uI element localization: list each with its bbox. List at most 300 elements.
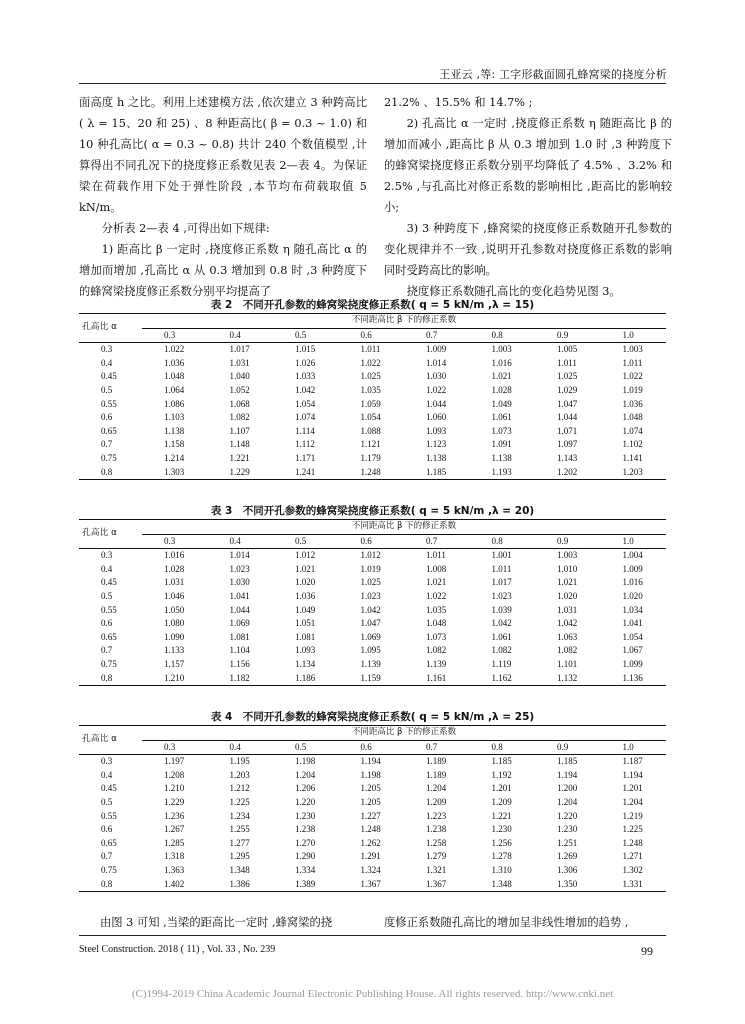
- table-cell: 1.193: [470, 466, 536, 480]
- table-cell: 1.095: [360, 645, 381, 656]
- table-cell: 1.350: [535, 878, 601, 892]
- table-cell: 1.212: [229, 783, 250, 794]
- paragraph: 2) 孔高比 α 一定时 ,挠度修正系数 η 随距高比 β 的增加而减小 ,距高比 β 从 0.3 增加到 1.0 时 ,3 种跨度下的蜂窝梁挠度修正系数分别平均降低了 4.5% 、3.2% 和 2.5% ,与孔高比对修正系数的影响相比 ,距高比的影响较小;: [384, 117, 672, 214]
- table-cell: 1.042: [491, 618, 512, 629]
- row-label: 0.8: [79, 878, 142, 892]
- table-cell: 1.221: [491, 810, 512, 821]
- table-cell: 1.081: [295, 631, 316, 642]
- table-cell: 1.005: [557, 344, 578, 355]
- table-cell: 1.088: [360, 425, 381, 436]
- table-cell: 1.221: [229, 452, 250, 463]
- table-cell: 1.035: [426, 604, 447, 615]
- table-cell: 1.241: [273, 466, 339, 480]
- table-cell: 1.050: [164, 604, 185, 615]
- table-cell: 1.036: [295, 590, 316, 601]
- table-row: [79, 549, 666, 563]
- table-cell: 1.008: [426, 563, 447, 574]
- table-cell: 1.019: [622, 384, 643, 395]
- row-label: 0.6: [101, 824, 113, 835]
- table-cell: 1.107: [229, 425, 250, 436]
- table-cell: 1.230: [295, 810, 316, 821]
- table-cell: 1.047: [360, 618, 381, 629]
- table-cell: 1.367: [404, 878, 470, 892]
- column-header: 0.7: [404, 740, 470, 755]
- table-cell: 1.210: [164, 783, 185, 794]
- table-cell: 1.185: [557, 756, 578, 767]
- table-cell: 1.363: [164, 864, 185, 875]
- table-row: [79, 864, 666, 878]
- table-cell: 1.021: [426, 577, 447, 588]
- table-cell: 1.112: [295, 439, 315, 450]
- table-cell: 1.138: [491, 452, 512, 463]
- column-header: 0.8: [470, 328, 536, 343]
- row-label: 0.8: [79, 466, 142, 480]
- table-cell: 1.011: [360, 344, 381, 355]
- table-cell: 1.031: [229, 357, 250, 368]
- table-cell: 1.269: [557, 851, 578, 862]
- table-cell: 1.204: [557, 796, 578, 807]
- table-cell: 1.029: [557, 384, 578, 395]
- table-cell: 1.028: [491, 384, 512, 395]
- table-cell: 1.010: [557, 563, 578, 574]
- column-header: 0.5: [273, 534, 339, 549]
- table-cell: 1.255: [229, 824, 250, 835]
- table-cell: 1.139: [360, 658, 381, 669]
- table-cell: 1.025: [360, 371, 381, 382]
- group-header: 不同距高比 β 下的修正系数: [142, 726, 666, 741]
- table-cell: 1.162: [470, 672, 536, 686]
- table-cell: 1.138: [426, 452, 447, 463]
- table-cell: 1.022: [426, 590, 447, 601]
- table-cell: 1.141: [622, 452, 643, 463]
- row-label: 0.6: [101, 618, 113, 629]
- table-cell: 1.025: [360, 577, 381, 588]
- table-cell: 1.156: [229, 658, 250, 669]
- row-label: 0.5: [101, 796, 113, 807]
- table-cell: 1.082: [557, 645, 578, 656]
- table-cell: 1.182: [208, 672, 274, 686]
- table-cell: 1.074: [622, 425, 643, 436]
- table-cell: 1.248: [339, 466, 405, 480]
- table-cell: 1.042: [295, 384, 316, 395]
- table-cell: 1.093: [426, 425, 447, 436]
- table-cell: 1.030: [426, 371, 447, 382]
- row-label: 0.3: [101, 756, 113, 767]
- table-cell: 1.310: [491, 864, 512, 875]
- column-header: 0.6: [339, 740, 405, 755]
- table-cell: 1.204: [426, 783, 447, 794]
- table-cell: 1.069: [360, 631, 381, 642]
- table-row: [79, 796, 666, 810]
- table-cell: 1.015: [295, 344, 316, 355]
- table-cell: 1.030: [229, 577, 250, 588]
- column-header: 0.3: [142, 740, 208, 755]
- table-cell: 1.208: [164, 769, 185, 780]
- table-cell: 1.016: [164, 550, 185, 561]
- table-cell: 1.081: [229, 631, 250, 642]
- table-cell: 1.040: [229, 371, 250, 382]
- table-cell: 1.011: [491, 563, 512, 574]
- column-header: 1.0: [601, 534, 667, 549]
- table-cell: 1.225: [622, 824, 643, 835]
- table-row: [79, 755, 666, 769]
- table-cell: 1.022: [622, 371, 643, 382]
- table-cell: 1.068: [229, 398, 250, 409]
- table-cell: 1.202: [535, 466, 601, 480]
- table-cell: 1.189: [426, 769, 447, 780]
- table-cell: 1.161: [404, 672, 470, 686]
- table-cell: 1.238: [295, 824, 316, 835]
- table-cell: 1.036: [622, 398, 643, 409]
- table-cell: 1.082: [426, 645, 447, 656]
- row-label: 0.55: [101, 398, 117, 409]
- table-cell: 1.251: [557, 837, 578, 848]
- column-header: 0.5: [273, 740, 339, 755]
- table-cell: 1.186: [273, 672, 339, 686]
- table-cell: 1.348: [470, 878, 536, 892]
- column-header: 0.6: [339, 328, 405, 343]
- table-row: [79, 452, 666, 466]
- table-row: [79, 782, 666, 796]
- right-column: [384, 92, 672, 302]
- table-cell: 1.014: [229, 550, 250, 561]
- table-cell: 1.017: [229, 344, 250, 355]
- table-cell: 1.194: [622, 769, 643, 780]
- table-cell: 1.236: [164, 810, 185, 821]
- table-cell: 1.014: [426, 357, 447, 368]
- table-cell: 1.103: [164, 412, 185, 423]
- table-cell: 1.230: [557, 824, 578, 835]
- table-cell: 1.020: [295, 577, 316, 588]
- table-cell: 1.023: [360, 590, 381, 601]
- table-row: [79, 343, 666, 357]
- table-cell: 1.052: [229, 384, 250, 395]
- row-label: 0.5: [101, 384, 113, 395]
- table-2: [79, 313, 666, 480]
- table-cell: 1.051: [295, 618, 316, 629]
- table-cell: 1.091: [491, 439, 512, 450]
- table-cell: 1.318: [164, 851, 185, 862]
- column-header: 0.4: [208, 740, 274, 755]
- table-row: [79, 644, 666, 658]
- table-cell: 1.028: [164, 563, 185, 574]
- table-cell: 1.003: [557, 550, 578, 561]
- left-column: [79, 92, 367, 302]
- table-cell: 1.234: [229, 810, 250, 821]
- table-cell: 1.017: [491, 577, 512, 588]
- table-cell: 1.001: [491, 550, 512, 561]
- table-cell: 1.080: [164, 618, 185, 629]
- footer-rule: [79, 935, 666, 936]
- table-cell: 1.209: [491, 796, 512, 807]
- table-cell: 1.009: [622, 563, 643, 574]
- row-label: 0.65: [101, 631, 117, 642]
- table-4-title: 表 4 不同开孔参数的蜂窝梁挠度修正系数( q = 5 kN/m ,λ = 25): [210, 711, 535, 723]
- table-cell: 1.009: [426, 344, 447, 355]
- table-cell: 1.220: [557, 810, 578, 821]
- column-header: 0.3: [142, 534, 208, 549]
- table-cell: 1.225: [229, 796, 250, 807]
- table-cell: 1.003: [491, 344, 512, 355]
- table-cell: 1.019: [360, 563, 381, 574]
- table-row: [79, 438, 666, 452]
- row-label: 0.65: [101, 837, 117, 848]
- row-label: 0.75: [101, 864, 117, 875]
- table-2-title: 表 2 不同开孔参数的蜂窝梁挠度修正系数( q = 5 kN/m ,λ = 15): [210, 299, 535, 311]
- table-cell: 1.389: [273, 878, 339, 892]
- table-cell: 1.035: [360, 384, 381, 395]
- table-cell: 1.302: [622, 864, 643, 875]
- row-label: 0.3: [101, 550, 113, 561]
- table-cell: 1.321: [426, 864, 447, 875]
- table-cell: 1.159: [339, 672, 405, 686]
- journal-citation: Steel Construction. 2018 ( 11) , Vol. 33 , No. 239: [79, 944, 276, 955]
- table-cell: 1.044: [426, 398, 447, 409]
- table-cell: 1.011: [622, 357, 643, 368]
- table-cell: 1.267: [164, 824, 185, 835]
- table-cell: 1.402: [142, 878, 208, 892]
- row-label: 0.75: [101, 452, 117, 463]
- table-cell: 1.044: [229, 604, 250, 615]
- row-label: 0.3: [101, 344, 113, 355]
- table-cell: 1.179: [360, 452, 381, 463]
- group-header: 不同距高比 β 下的修正系数: [142, 520, 666, 535]
- paragraph: 分析表 2—表 4 ,可得出如下规律:: [101, 222, 270, 235]
- table-cell: 1.054: [360, 412, 381, 423]
- table-cell: 1.192: [491, 769, 512, 780]
- table-cell: 1.194: [360, 756, 381, 767]
- table-row: [79, 617, 666, 631]
- table-cell: 1.238: [426, 824, 447, 835]
- table-cell: 1.138: [164, 425, 185, 436]
- table-cell: 1.334: [295, 864, 316, 875]
- table-cell: 1.025: [557, 371, 578, 382]
- table-row: [79, 878, 666, 892]
- table-cell: 1.023: [229, 563, 250, 574]
- table-cell: 1.185: [404, 466, 470, 480]
- column-header: 0.9: [535, 328, 601, 343]
- table-cell: 1.148: [229, 439, 250, 450]
- table-cell: 1.195: [229, 756, 250, 767]
- header-rule: [79, 83, 666, 84]
- copyright-notice: (C)1994-2019 China Academic Journal Electronic Publishing House. All rights reserved. http://www.cnki.net: [131, 988, 614, 1000]
- table-cell: 1.258: [426, 837, 447, 848]
- table-cell: 1.011: [557, 357, 577, 368]
- table-cell: 1.134: [295, 658, 316, 669]
- table-cell: 1.049: [295, 604, 316, 615]
- column-header: 0.6: [339, 534, 405, 549]
- table-cell: 1.021: [295, 563, 316, 574]
- table-cell: 1.262: [360, 837, 381, 848]
- table-cell: 1.386: [208, 878, 274, 892]
- row-label: 0.75: [101, 658, 117, 669]
- row-header: 孔高比 α: [79, 314, 142, 343]
- table-cell: 1.069: [229, 618, 250, 629]
- table-cell: 1.197: [164, 756, 185, 767]
- table-cell: 1.016: [491, 357, 512, 368]
- table-cell: 1.048: [622, 412, 643, 423]
- row-label: 0.7: [101, 645, 113, 656]
- table-cell: 1.012: [360, 550, 381, 561]
- row-label: 0.4: [101, 563, 113, 574]
- table-cell: 1.194: [557, 769, 578, 780]
- row-label: 0.55: [101, 810, 117, 821]
- table-cell: 1.227: [360, 810, 381, 821]
- column-header: 0.8: [470, 534, 536, 549]
- paragraph: 21.2% 、15.5% 和 14.7% ;: [384, 96, 533, 109]
- table-cell: 1.291: [360, 851, 381, 862]
- row-label: 0.45: [101, 577, 117, 588]
- table-cell: 1.060: [426, 412, 447, 423]
- table-cell: 1.054: [295, 398, 316, 409]
- table-cell: 1.204: [295, 769, 316, 780]
- table-cell: 1.229: [208, 466, 274, 480]
- column-header: 1.0: [601, 328, 667, 343]
- table-cell: 1.277: [229, 837, 250, 848]
- table-cell: 1.016: [622, 577, 643, 588]
- table-row: [79, 672, 666, 686]
- table-cell: 1.067: [622, 645, 643, 656]
- row-label: 0.45: [101, 371, 117, 382]
- row-label: 0.6: [101, 412, 113, 423]
- column-header: 0.4: [208, 534, 274, 549]
- table-cell: 1.034: [622, 604, 643, 615]
- table-cell: 1.004: [622, 550, 643, 561]
- column-header: 0.7: [404, 328, 470, 343]
- table-row: [79, 398, 666, 412]
- table-cell: 1.331: [601, 878, 667, 892]
- table-row: [79, 576, 666, 590]
- table-cell: 1.270: [295, 837, 316, 848]
- table-cell: 1.123: [426, 439, 447, 450]
- table-row: [79, 850, 666, 864]
- table-cell: 1.220: [295, 796, 316, 807]
- row-label: 0.45: [101, 783, 117, 794]
- table-cell: 1.026: [295, 357, 316, 368]
- table-cell: 1.048: [426, 618, 447, 629]
- paragraph: 3) 3 种跨度下 ,蜂窝梁的挠度修正系数随开孔参数的变化规律并不一致 ,说明开孔参数对挠度修正系数的影响同时受跨高比的影响。: [384, 222, 672, 277]
- table-cell: 1.200: [557, 783, 578, 794]
- table-row: [79, 425, 666, 439]
- table-row: [79, 658, 666, 672]
- table-cell: 1.248: [622, 837, 643, 848]
- table-row: [79, 384, 666, 398]
- table-cell: 1.063: [557, 631, 578, 642]
- column-header: 0.4: [208, 328, 274, 343]
- table-cell: 1.003: [622, 344, 643, 355]
- paragraph: 挠度修正系数随孔高比的变化趋势见图 3。: [406, 285, 621, 298]
- table-cell: 1.101: [557, 658, 578, 669]
- table-cell: 1.041: [622, 618, 643, 629]
- table-cell: 1.285: [164, 837, 185, 848]
- table-cell: 1.290: [295, 851, 316, 862]
- table-cell: 1.064: [164, 384, 185, 395]
- table-cell: 1.203: [601, 466, 667, 480]
- table-cell: 1.021: [557, 577, 578, 588]
- table-4: [79, 725, 666, 892]
- table-cell: 1.049: [491, 398, 512, 409]
- row-label: 0.7: [101, 439, 113, 450]
- row-label: 0.4: [101, 769, 113, 780]
- table-cell: 1.020: [622, 590, 643, 601]
- table-3: [79, 519, 666, 686]
- table-cell: 1.073: [491, 425, 512, 436]
- table-cell: 1.102: [622, 439, 643, 450]
- table-cell: 1.059: [360, 398, 381, 409]
- paragraph: 1) 距高比 β 一定时 ,挠度修正系数 η 随孔高比 α 的增加而增加 ,孔高比 α 从 0.3 增加到 0.8 时 ,3 种跨度下的蜂窝梁挠度修正系数分别平均提高了: [79, 243, 367, 298]
- table-cell: 1.189: [426, 756, 447, 767]
- table-cell: 1.198: [295, 756, 316, 767]
- row-header: 孔高比 α: [79, 726, 142, 755]
- table-cell: 1.073: [426, 631, 447, 642]
- paragraph: 面高度 h 之比。利用上述建模方法 ,依次建立 3 种跨高比( λ = 15、20 和 25) 、8 种距高比( β = 0.3 ~ 1.0) 和 10 种孔高比( α = 0.3 ~ 0.8) 共计 240 个数值模型 ,计算得出不同孔况下的挠度修正系数见表 2—表 4。为保证梁在荷载作用下处于弹性阶段 ,本节均布荷载取值 5 kN/m。: [79, 96, 367, 214]
- table-cell: 1.187: [622, 756, 643, 767]
- table-cell: 1.048: [164, 371, 185, 382]
- table-cell: 1.021: [491, 371, 512, 382]
- column-header: 0.8: [470, 740, 536, 755]
- row-label: 0.4: [101, 357, 113, 368]
- table-row: [79, 563, 666, 577]
- table-cell: 1.256: [491, 837, 512, 848]
- table-cell: 1.061: [491, 631, 512, 642]
- running-header: 王亚云 ,等: 工字形截面圆孔蜂窝梁的挠度分析: [439, 68, 667, 81]
- table-cell: 1.022: [164, 344, 185, 355]
- table-cell: 1.223: [426, 810, 447, 821]
- table-cell: 1.303: [142, 466, 208, 480]
- table-cell: 1.209: [426, 796, 447, 807]
- row-header: 孔高比 α: [79, 520, 142, 549]
- table-row: [79, 810, 666, 824]
- table-cell: 1.074: [295, 412, 316, 423]
- table-cell: 1.071: [557, 425, 578, 436]
- table-cell: 1.119: [491, 658, 512, 669]
- table-cell: 1.171: [295, 452, 316, 463]
- row-label: 0.55: [101, 604, 117, 615]
- table-cell: 1.023: [491, 590, 512, 601]
- table-cell: 1.367: [339, 878, 405, 892]
- table-cell: 1.278: [491, 851, 512, 862]
- table-cell: 1.279: [426, 851, 447, 862]
- table-cell: 1.061: [491, 412, 512, 423]
- table-cell: 1.324: [360, 864, 381, 875]
- table-cell: 1.082: [229, 412, 250, 423]
- bottom-right-text: 度修正系数随孔高比的增加呈非线性增加的趋势 ,: [384, 916, 629, 929]
- table-cell: 1.348: [229, 864, 250, 875]
- table-cell: 1.133: [164, 645, 185, 656]
- column-header: 0.3: [142, 328, 208, 343]
- table-cell: 1.201: [491, 783, 512, 794]
- table-row: [79, 769, 666, 783]
- table-cell: 1.205: [360, 796, 381, 807]
- table-cell: 1.206: [295, 783, 316, 794]
- table-cell: 1.090: [164, 631, 185, 642]
- table-cell: 1.157: [164, 658, 185, 669]
- table-row: [79, 590, 666, 604]
- table-cell: 1.093: [295, 645, 316, 656]
- table-row: [79, 357, 666, 371]
- table-cell: 1.185: [491, 756, 512, 767]
- table-cell: 1.042: [360, 604, 381, 615]
- table-cell: 1.041: [229, 590, 250, 601]
- table-cell: 1.139: [426, 658, 447, 669]
- table-row: [79, 466, 666, 480]
- table-cell: 1.210: [142, 672, 208, 686]
- table-cell: 1.012: [295, 550, 316, 561]
- column-header: 0.9: [535, 534, 601, 549]
- column-header: 0.5: [273, 328, 339, 343]
- bottom-left-text: 由图 3 可知 ,当梁的距高比一定时 ,蜂窝梁的挠: [100, 916, 333, 929]
- table-row: [79, 823, 666, 837]
